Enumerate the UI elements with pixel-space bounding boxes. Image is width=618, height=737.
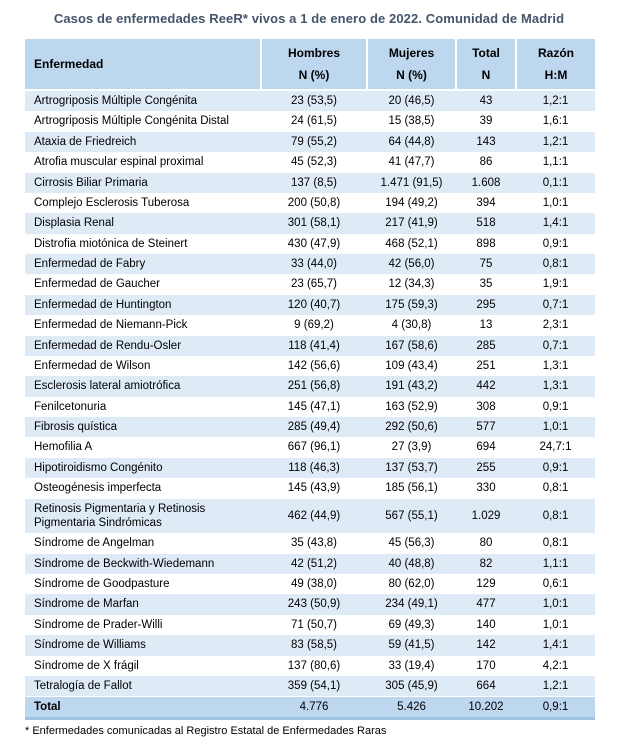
cell-total: 35	[479, 278, 493, 291]
table-body	[25, 90, 595, 697]
cell-razon: 0,1:1	[542, 176, 569, 189]
table-row	[25, 295, 595, 315]
cell-mujeres: 4 (30,8)	[391, 319, 432, 332]
cell-total: 142	[476, 639, 496, 652]
table-row	[25, 336, 595, 356]
cell-mujeres: 20 (46,5)	[388, 95, 435, 107]
table-row	[25, 533, 595, 553]
table-row	[25, 111, 595, 131]
table-header	[25, 39, 595, 90]
total-razon: 0,9:1	[542, 701, 569, 714]
cell-hombres: 24 (61,5)	[290, 115, 338, 128]
cell-mujeres: 1.471 (91,5)	[380, 176, 443, 189]
cell-mujeres: 217 (41,9)	[385, 217, 438, 230]
cell-total: 86	[479, 156, 493, 169]
cell-mujeres: 191 (43,2)	[385, 380, 438, 393]
cell-enfermedad: Osteogénesis imperfecta	[34, 482, 162, 495]
cell-razon: 0,6:1	[542, 578, 569, 590]
cell-hombres: 79 (55,2)	[290, 135, 338, 148]
cell-total: 518	[476, 217, 496, 230]
cell-enfermedad: Enfermedad de Huntington	[34, 298, 172, 311]
cell-razon: 0,9:1	[542, 461, 569, 474]
cell-hombres: 118 (46,3)	[288, 461, 340, 474]
cell-hombres: 243 (50,9)	[287, 598, 341, 611]
cell-enfermedad: Enfermedad de Wilson	[34, 359, 151, 372]
cell-hombres: 49 (38,0)	[290, 578, 338, 590]
cell-hombres: 33 (44,0)	[290, 258, 338, 270]
column-label: Hombres	[287, 46, 340, 60]
cell-razon: 1,0:1	[542, 421, 569, 433]
cell-enfermedad: Síndrome de X frágil	[34, 659, 139, 672]
cell-mujeres: 27 (3,9)	[391, 441, 432, 454]
cell-total: 80	[479, 537, 493, 550]
cell-total: 308	[476, 400, 496, 413]
cell-mujeres: 185 (56,1)	[385, 482, 438, 495]
column-header-enfermedad	[25, 39, 261, 90]
cell-total: 140	[476, 618, 496, 631]
cell-enfermedad: Artrogriposis Múltiple Congénita Distal	[34, 115, 229, 128]
cell-enfermedad: Fenilcetonuria	[34, 400, 107, 413]
cell-mujeres: 15 (38,5)	[388, 115, 435, 128]
table-row	[25, 173, 595, 193]
cell-razon: 1,1:1	[542, 557, 569, 570]
cell-total: 255	[476, 461, 496, 474]
cell-hombres: 142 (56,6)	[287, 359, 341, 372]
cell-enfermedad: Cirrosis Biliar Primaria	[34, 176, 148, 189]
table-row	[25, 254, 595, 274]
cell-enfermedad: Síndrome de Goodpasture	[34, 578, 170, 590]
cell-mujeres: 292 (50,6)	[385, 421, 438, 433]
cell-mujeres: 42 (56,0)	[388, 258, 435, 270]
cell-razon: 1,4:1	[542, 639, 569, 652]
cell-enfermedad: Artrogriposis Múltiple Congénita	[34, 95, 197, 107]
header-row	[25, 39, 595, 90]
cell-mujeres: 567 (55,1)	[385, 509, 438, 522]
column-sublabel: N	[481, 68, 491, 82]
table-row	[25, 397, 595, 417]
cell-total: 82	[479, 557, 493, 570]
column-sublabel: N (%)	[298, 68, 330, 82]
cell-mujeres: 59 (41,5)	[388, 639, 435, 652]
cell-total: 285	[476, 339, 496, 352]
cell-razon: 0,9:1	[542, 237, 569, 250]
cell-enfermedad: Enfermedad de Fabry	[34, 258, 146, 270]
cell-enfermedad: Síndrome de Marfan	[34, 598, 139, 611]
cell-mujeres: 194 (49,2)	[385, 196, 438, 209]
cell-razon: 24,7:1	[539, 441, 572, 454]
column-sublabel: N (%)	[396, 68, 427, 82]
cell-razon: 0,7:1	[542, 298, 569, 311]
table-footer	[25, 697, 595, 719]
table-row	[25, 458, 595, 478]
footnote: * Enfermedades comunicadas al Registro Estatal de Enfermedades Raras	[25, 725, 387, 737]
cell-hombres: 430 (47,9)	[287, 237, 341, 250]
cell-enfermedad: Enfermedad de Niemann-Pick	[34, 319, 188, 332]
cell-razon: 2,3:1	[542, 319, 569, 332]
cell-total: 39	[479, 115, 493, 128]
cell-total: 664	[476, 679, 496, 692]
table-row	[25, 152, 595, 172]
cell-enfermedad: Tetralogía de Fallot	[34, 679, 132, 692]
cell-enfermedad: Complejo Esclerosis Tuberosa	[34, 196, 190, 209]
cell-hombres: 9 (69,2)	[294, 319, 334, 332]
column-header-total	[456, 39, 516, 90]
cell-razon: 0,8:1	[542, 509, 569, 522]
cell-mujeres: 41 (47,7)	[388, 156, 435, 169]
column-header-razon	[516, 39, 595, 90]
table-row	[25, 274, 595, 294]
cell-total: 694	[476, 441, 496, 454]
cell-razon: 1,2:1	[542, 95, 569, 107]
cell-total: 898	[476, 237, 496, 250]
column-label: Mujeres	[388, 46, 435, 60]
cell-mujeres: 468 (52,1)	[385, 237, 438, 250]
cell-mujeres: 163 (52,9)	[385, 400, 438, 413]
cell-enfermedad: Ataxia de Friedreich	[34, 135, 137, 148]
cell-razon: 1,0:1	[542, 618, 569, 631]
cell-enfermedad: Síndrome de Williams	[34, 639, 146, 652]
cell-razon: 0,8:1	[542, 482, 569, 495]
cell-mujeres: 45 (56,3)	[388, 537, 435, 550]
cell-total: 129	[476, 578, 496, 590]
table-row	[25, 499, 595, 534]
cell-razon: 1,0:1	[542, 598, 569, 611]
cell-mujeres: 234 (49,1)	[385, 598, 438, 611]
table-row	[25, 554, 595, 574]
total-mujeres: 5.426	[397, 701, 426, 714]
cell-enfermedad: Enfermedad de Rendu-Osler	[34, 339, 182, 352]
cell-hombres: 42 (51,2)	[290, 557, 338, 570]
cell-razon: 0,7:1	[542, 339, 569, 352]
cell-total: 477	[476, 598, 496, 611]
cell-hombres: 301 (58,1)	[287, 217, 341, 230]
table-row	[25, 635, 595, 655]
total-total: 10.202	[468, 701, 504, 714]
cell-enfermedad: Esclerosis lateral amiotrófica	[34, 380, 181, 393]
cell-razon: 1,0:1	[542, 196, 569, 209]
cell-enfermedad: Atrofia muscular espinal proximal	[34, 156, 204, 169]
cell-hombres: 359 (54,1)	[287, 679, 341, 692]
cell-enfermedad: Distrofia miotónica de Steinert	[34, 237, 188, 250]
disease-cases-table	[25, 39, 595, 720]
cell-hombres: 145 (43,9)	[287, 482, 341, 495]
cell-hombres: 200 (50,8)	[287, 196, 341, 209]
cell-hombres: 35 (43,8)	[290, 537, 338, 550]
table-row	[25, 234, 595, 254]
cell-mujeres: 175 (59,3)	[385, 298, 438, 311]
cell-razon: 0,9:1	[542, 400, 569, 413]
cell-mujeres: 167 (58,6)	[385, 339, 438, 352]
cell-total: 43	[479, 95, 493, 107]
cell-total: 577	[476, 421, 496, 433]
cell-hombres: 45 (52,3)	[290, 156, 338, 169]
table-row	[25, 656, 595, 676]
cell-enfermedad: Fibrosis quística	[34, 421, 118, 433]
cell-total: 251	[476, 359, 496, 372]
cell-mujeres: 137 (53,7)	[385, 461, 438, 474]
cell-razon: 1,4:1	[542, 217, 569, 230]
table-row	[25, 193, 595, 213]
table-row	[25, 132, 595, 152]
table-row	[25, 574, 595, 594]
column-label: Razón	[538, 46, 574, 60]
cell-razon: 0,8:1	[542, 258, 569, 270]
table-row	[25, 356, 595, 376]
cell-enfermedad: Retinosis Pigmentaria y Retinosis Pigmentaria Sindrómicas	[34, 502, 206, 529]
column-label: Enfermedad	[34, 57, 104, 71]
cell-razon: 1,6:1	[542, 115, 569, 128]
cell-total: 295	[476, 298, 496, 311]
cell-razon: 1,2:1	[542, 679, 569, 692]
cell-razon: 1,2:1	[542, 135, 569, 148]
cell-mujeres: 305 (45,9)	[385, 679, 438, 692]
cell-total: 13	[479, 319, 493, 332]
cell-hombres: 23 (65,7)	[290, 278, 338, 291]
total-row	[25, 697, 595, 719]
cell-hombres: 285 (49,4)	[287, 421, 341, 433]
cell-mujeres: 33 (19,4)	[388, 659, 435, 672]
cell-enfermedad: Hipotiroidismo Congénito	[34, 461, 163, 474]
table-row	[25, 417, 595, 437]
cell-hombres: 137 (80,6)	[287, 659, 341, 672]
cell-hombres: 145 (47,1)	[287, 400, 341, 413]
table-row	[25, 478, 595, 498]
cell-hombres: 71 (50,7)	[290, 618, 338, 631]
cell-total: 394	[476, 196, 496, 209]
table-row	[25, 90, 595, 111]
column-sublabel: H:M	[544, 68, 568, 82]
cell-total: 170	[476, 659, 496, 672]
cell-hombres: 462 (44,9)	[287, 509, 341, 522]
table-row	[25, 676, 595, 697]
cell-enfermedad: Enfermedad de Gaucher	[34, 278, 160, 291]
cell-enfermedad: Síndrome de Beckwith-Wiedemann	[34, 557, 215, 570]
table-row	[25, 315, 595, 335]
page-title: Casos de enfermedades ReeR* vivos a 1 de enero de 2022. Comunidad de Madrid	[53, 11, 565, 26]
cell-razon: 1,9:1	[542, 278, 569, 291]
cell-total: 1.608	[471, 176, 501, 189]
table-row	[25, 615, 595, 635]
cell-total: 442	[476, 380, 496, 393]
cell-mujeres: 80 (62,0)	[388, 578, 435, 590]
column-label: Total	[472, 46, 500, 60]
cell-enfermedad: Hemofilia A	[34, 441, 93, 454]
table-row	[25, 376, 595, 396]
cell-razon: 1,1:1	[542, 156, 569, 169]
cell-mujeres: 12 (34,3)	[388, 278, 435, 291]
cell-razon: 1,3:1	[542, 380, 569, 393]
cell-razon: 4,2:1	[542, 659, 569, 672]
total-hombres: 4.776	[299, 701, 329, 714]
cell-total: 143	[476, 135, 496, 148]
table-row	[25, 594, 595, 614]
cell-hombres: 83 (58,5)	[290, 639, 338, 652]
cell-enfermedad: Síndrome de Prader-Willi	[34, 618, 163, 631]
cell-hombres: 118 (41,4)	[288, 339, 340, 352]
cell-hombres: 137 (8,5)	[290, 176, 338, 189]
cell-enfermedad: Síndrome de Angelman	[34, 537, 155, 550]
cell-hombres: 667 (96,1)	[287, 441, 341, 454]
cell-mujeres: 69 (49,3)	[388, 618, 435, 631]
cell-hombres: 23 (53,5)	[290, 95, 338, 107]
total-label: Total	[34, 701, 61, 714]
cell-razon: 0,8:1	[542, 537, 569, 550]
cell-hombres: 251 (56,8)	[287, 380, 341, 393]
cell-total: 1.029	[471, 509, 501, 522]
cell-total: 330	[476, 482, 496, 495]
table-row	[25, 213, 595, 233]
cell-mujeres: 40 (48,8)	[388, 557, 435, 570]
cell-enfermedad: Displasia Renal	[34, 217, 114, 230]
cell-total: 75	[479, 258, 493, 270]
cell-mujeres: 109 (43,4)	[385, 359, 438, 372]
cell-hombres: 120 (40,7)	[287, 298, 341, 311]
column-header-mujeres	[367, 39, 456, 90]
table-row	[25, 437, 595, 457]
column-header-hombres	[261, 39, 367, 90]
cell-razon: 1,3:1	[542, 359, 569, 372]
cell-mujeres: 64 (44,8)	[388, 135, 435, 148]
